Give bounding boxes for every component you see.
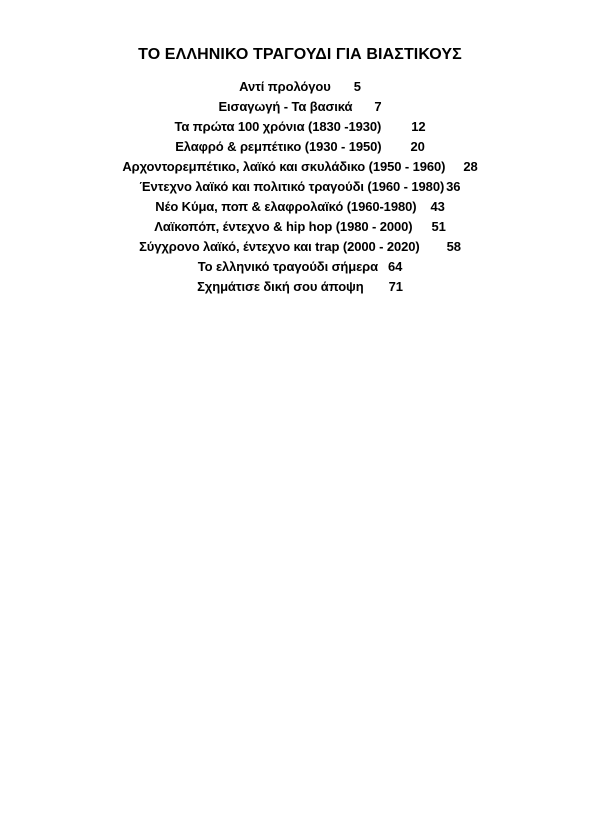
toc-row xyxy=(0,177,600,197)
toc-item-label: Σχημάτισε δική σου άποψη xyxy=(197,279,364,294)
toc-item-page: 7 xyxy=(374,99,382,114)
toc-row xyxy=(0,197,600,217)
toc-row xyxy=(0,157,600,177)
toc-item-label: Ελαφρό & ρεμπέτικο (1930 - 1950) xyxy=(175,139,382,154)
toc-row xyxy=(0,257,600,277)
toc-item-page: 71 xyxy=(388,279,403,294)
table-of-contents xyxy=(0,77,600,297)
toc-item-label: Έντεχνο λαϊκό και πολιτικό τραγούδι (1960 - 1980) xyxy=(139,179,445,194)
toc-item-page: 5 xyxy=(353,79,361,94)
toc-item-page: 58 xyxy=(446,239,461,254)
toc-item-label: Τα πρώτα 100 χρόνια (1830 -1930) xyxy=(174,119,382,134)
toc-item-label: Λαϊκοπόπ, έντεχνο & hip hop (1980 - 2000) xyxy=(154,219,413,234)
toc-item-page: 36 xyxy=(446,179,461,194)
toc-item-page: 51 xyxy=(431,219,446,234)
toc-row xyxy=(0,77,600,97)
toc-row xyxy=(0,217,600,237)
toc-item-page: 20 xyxy=(410,139,425,154)
toc-row xyxy=(0,137,600,157)
toc-item-page: 28 xyxy=(463,159,478,174)
toc-item-page: 12 xyxy=(411,119,426,134)
toc-item-label: Σύγχρονο λαϊκό, έντεχνο και trap (2000 - 2020) xyxy=(139,239,420,254)
toc-item-page: 43 xyxy=(430,199,445,214)
toc-row xyxy=(0,237,600,257)
toc-item-label: Το ελληνικό τραγούδι σήμερα xyxy=(197,259,379,274)
toc-row xyxy=(0,97,600,117)
toc-item-label: Αρχοντορεμπέτικο, λαϊκό και σκυλάδικο (1950 - 1960) xyxy=(122,159,446,174)
toc-row xyxy=(0,277,600,297)
toc-row xyxy=(0,117,600,137)
toc-item-label: Αντί προλόγου xyxy=(239,79,331,94)
toc-item-label: Νέο Κύμα, ποπ & ελαφρολαϊκό (1960-1980) xyxy=(155,199,417,214)
toc-item-page: 64 xyxy=(388,259,403,274)
toc-item-label: Εισαγωγή - Τα βασικά xyxy=(218,99,353,114)
page-title: ΤΟ ΕΛΛΗΝΙΚΟ ΤΡΑΓΟΥΔΙ ΓΙΑ ΒΙΑΣΤΙΚΟΥΣ xyxy=(138,46,462,63)
